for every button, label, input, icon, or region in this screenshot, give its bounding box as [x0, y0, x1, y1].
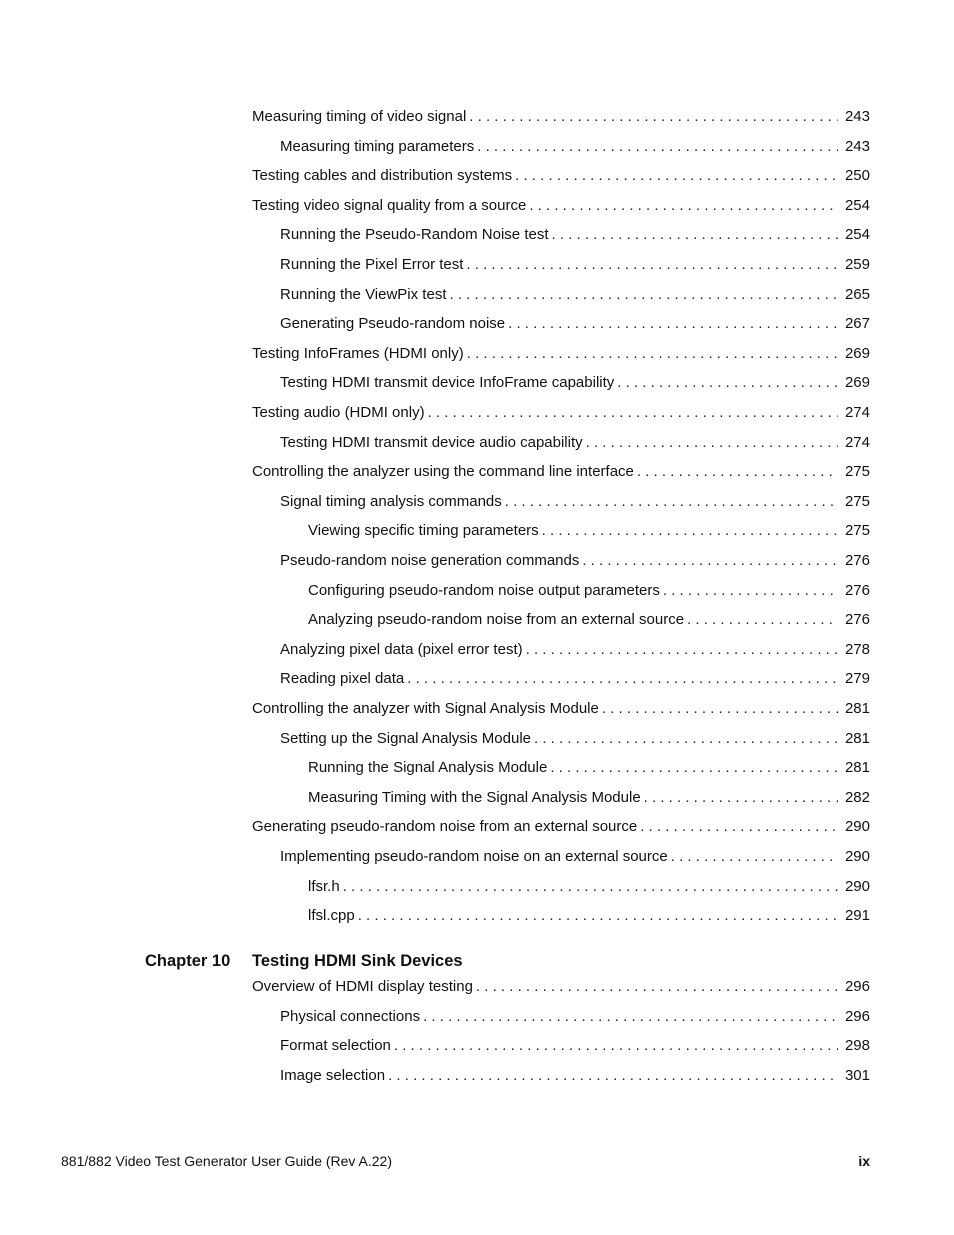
toc-leader-dots: [394, 1033, 838, 1059]
toc-entry-title: Testing InfoFrames (HDMI only): [252, 344, 464, 362]
footer-doc-title: 881/882 Video Test Generator User Guide (Rev A.22): [61, 1153, 393, 1169]
toc-entry-page-number: 301: [844, 1066, 870, 1084]
toc-entry-page-number: 281: [844, 759, 870, 777]
toc-entry-title: Analyzing pixel data (pixel error test): [280, 640, 523, 658]
toc-entry-title: Running the Signal Analysis Module: [308, 759, 548, 777]
toc-entry[interactable]: [280, 1063, 870, 1089]
toc-entry[interactable]: [252, 974, 870, 1000]
toc-entry-page-number: 269: [844, 374, 870, 392]
toc-entry-title: Running the Pixel Error test: [280, 256, 464, 273]
toc-entry-title: Testing audio (HDMI only): [252, 404, 425, 421]
toc-entry-page-number: 278: [844, 640, 870, 658]
toc-entry-title: Controlling the analyzer with Signal Analysis Module: [252, 700, 599, 717]
toc-leader-dots: [343, 874, 838, 900]
toc-entry[interactable]: [308, 874, 870, 900]
toc-leader-dots: [466, 252, 838, 278]
toc-leader-dots: [423, 1004, 838, 1030]
chapter-title: Testing HDMI Sink Devices: [252, 952, 463, 970]
toc-entry-page-number: 282: [844, 788, 870, 806]
toc-leader-dots: [358, 903, 838, 929]
toc-entry[interactable]: [280, 489, 870, 515]
toc-leader-dots: [505, 489, 838, 515]
toc-leader-dots: [663, 578, 838, 604]
toc-entry[interactable]: [280, 844, 870, 870]
toc-leader-dots: [550, 755, 838, 781]
toc-entry-page-number: 267: [844, 315, 870, 333]
toc-leader-dots: [477, 134, 838, 160]
toc-entry-page-number: 259: [844, 256, 870, 273]
toc-entry-page-number: 243: [844, 108, 870, 125]
toc-entry-title: lfsl.cpp: [308, 907, 355, 925]
toc-entry[interactable]: [280, 311, 870, 337]
toc-entry-title: lfsr.h: [308, 877, 340, 895]
chapter-heading[interactable]: [145, 948, 870, 974]
toc-entry-title: Running the ViewPix test: [280, 285, 447, 303]
toc-entry-title: Pseudo-random noise generation commands: [280, 552, 580, 569]
toc-entry[interactable]: [280, 1004, 870, 1030]
toc-entry-title: Format selection: [280, 1037, 391, 1055]
toc-leader-dots: [469, 104, 838, 130]
toc-entry-page-number: 274: [844, 404, 870, 421]
toc-entry-page-number: 275: [844, 463, 870, 481]
toc-entry-page-number: 275: [844, 492, 870, 510]
toc-entry-title: Generating Pseudo-random noise: [280, 315, 506, 333]
toc-leader-dots: [526, 637, 838, 663]
toc-entry[interactable]: [252, 696, 870, 722]
toc-leader-dots: [617, 370, 838, 396]
toc-leader-dots: [644, 785, 838, 811]
toc-entry-title: Generating pseudo-random noise from an external source: [252, 818, 638, 836]
footer-page-number: ix: [858, 1153, 870, 1169]
toc-entry[interactable]: [280, 282, 870, 308]
toc-entry[interactable]: [308, 578, 870, 604]
toc-leader-dots: [687, 607, 838, 633]
toc-entry-page-number: 281: [844, 729, 870, 747]
toc-entry-title: Viewing specific timing parameters: [308, 522, 539, 540]
toc-entry[interactable]: [308, 607, 870, 633]
toc-entry[interactable]: [252, 400, 870, 426]
toc-leader-dots: [428, 400, 838, 426]
toc-leader-dots: [586, 430, 838, 456]
toc-entry-page-number: 275: [844, 522, 870, 540]
toc-leader-dots: [534, 726, 838, 752]
toc-entry-title: Physical connections: [280, 1007, 421, 1025]
toc-leader-dots: [582, 548, 838, 574]
toc-entry[interactable]: [252, 341, 870, 367]
toc-entry[interactable]: [280, 370, 870, 396]
toc-entry[interactable]: [280, 726, 870, 752]
toc-entry[interactable]: [280, 430, 870, 456]
chapter-label: Chapter 10: [145, 952, 231, 970]
toc-entry[interactable]: [280, 637, 870, 663]
toc-entry-page-number: 296: [844, 1007, 870, 1025]
toc-entry-page-number: 290: [844, 818, 870, 836]
toc-entry-title: Setting up the Signal Analysis Module: [280, 729, 531, 747]
toc-entry[interactable]: [252, 163, 870, 189]
toc-leader-dots: [508, 311, 838, 337]
toc-leader-dots: [552, 222, 839, 248]
toc-entry-title: Configuring pseudo-random noise output parameters: [308, 581, 660, 599]
toc-entry-title: Overview of HDMI display testing: [252, 978, 473, 995]
toc-entry-title: Running the Pseudo-Random Noise test: [280, 226, 549, 244]
toc-entry-page-number: 296: [844, 978, 870, 995]
toc-entry-title: Measuring timing parameters: [280, 137, 475, 155]
toc-entry-title: Measuring Timing with the Signal Analysis Module: [308, 788, 641, 806]
toc-entry[interactable]: [280, 666, 870, 692]
toc-entry-page-number: 276: [844, 581, 870, 599]
toc-entry-page-number: 290: [844, 877, 870, 895]
toc-entry[interactable]: [280, 134, 870, 160]
toc-leader-dots: [637, 459, 838, 485]
toc-entry-page-number: 276: [844, 611, 870, 629]
toc-entry-title: Signal timing analysis commands: [280, 492, 502, 510]
toc-leader-dots: [671, 844, 838, 870]
toc-entry[interactable]: [252, 193, 870, 219]
toc-entry[interactable]: [308, 785, 870, 811]
toc-entry-page-number: 279: [844, 670, 870, 688]
toc-leader-dots: [602, 696, 838, 722]
toc-entry-page-number: 254: [844, 226, 870, 244]
toc-entry-title: Testing HDMI transmit device audio capability: [280, 433, 583, 451]
toc-entry[interactable]: [252, 104, 870, 130]
toc-entry[interactable]: [280, 548, 870, 574]
toc-entry-title: Testing video signal quality from a source: [252, 196, 527, 214]
toc-entry[interactable]: [280, 252, 870, 278]
toc-leader-dots: [529, 193, 838, 219]
toc-entry-title: Image selection: [280, 1066, 386, 1084]
toc-entry[interactable]: [308, 903, 870, 929]
page-footer: [61, 1150, 870, 1172]
toc-entry-title: Analyzing pseudo-random noise from an external source: [308, 611, 685, 629]
toc-leader-dots: [450, 282, 839, 308]
toc-entry-page-number: 281: [844, 700, 870, 717]
toc-leader-dots: [542, 518, 838, 544]
toc-entry-page-number: 290: [844, 848, 870, 865]
toc-entry[interactable]: [252, 459, 870, 485]
toc-entry[interactable]: [280, 222, 870, 248]
toc-leader-dots: [640, 814, 838, 840]
toc-entry-title: Testing HDMI transmit device InfoFrame capability: [280, 374, 615, 392]
toc-entry-page-number: 274: [844, 433, 870, 451]
toc-entry-page-number: 243: [844, 137, 870, 155]
toc-leader-dots: [407, 666, 838, 692]
toc-leader-dots: [388, 1063, 838, 1089]
toc-entry-title: Controlling the analyzer using the command line interface: [252, 463, 634, 481]
toc-leader-dots: [476, 974, 838, 1000]
toc-entry-title: Implementing pseudo-random noise on an external source: [280, 848, 668, 865]
toc-entry-title: Testing cables and distribution systems: [252, 167, 513, 185]
toc-entry-page-number: 254: [844, 196, 870, 214]
toc-leader-dots: [515, 163, 838, 189]
toc-entry[interactable]: [252, 814, 870, 840]
toc-entry[interactable]: [280, 1033, 870, 1059]
toc-entry-page-number: 250: [844, 167, 870, 185]
toc-entry-title: Reading pixel data: [280, 670, 405, 688]
toc-entry-page-number: 291: [844, 907, 870, 925]
toc-entry-title: Measuring timing of video signal: [252, 108, 467, 125]
toc-entry[interactable]: [308, 755, 870, 781]
toc-entry[interactable]: [308, 518, 870, 544]
toc-entry-page-number: 298: [844, 1037, 870, 1055]
toc-entry-page-number: 276: [844, 552, 870, 569]
toc-entry-page-number: 269: [844, 344, 870, 362]
toc-entry-page-number: 265: [844, 285, 870, 303]
toc-leader-dots: [467, 341, 838, 367]
